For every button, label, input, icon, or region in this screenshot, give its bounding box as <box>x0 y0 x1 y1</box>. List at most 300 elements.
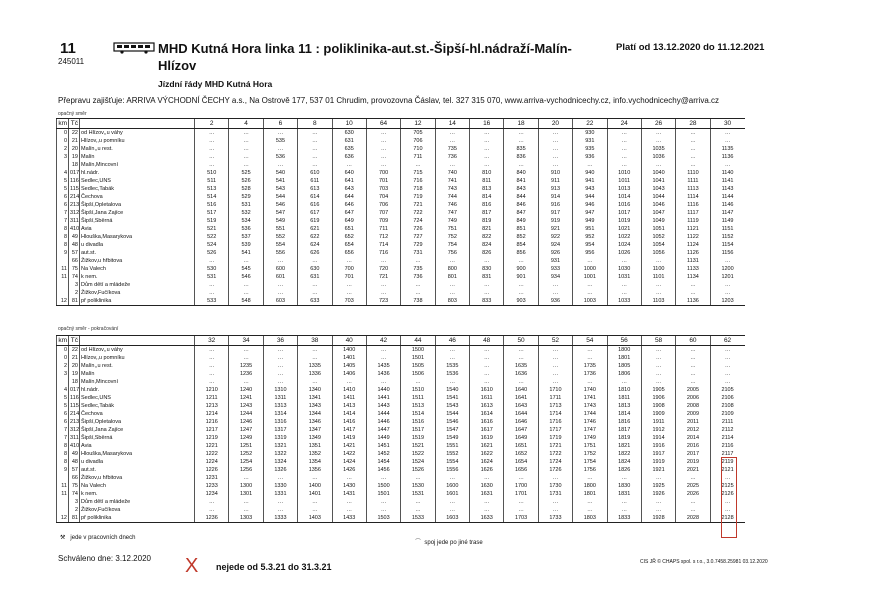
departure-time: 1740 <box>573 386 607 394</box>
trip-number: 58 <box>641 336 675 346</box>
departure-time: … <box>366 145 400 153</box>
departure-time: … <box>607 498 641 506</box>
stop-km <box>57 498 69 506</box>
table-row <box>57 426 745 434</box>
departure-time: 1751 <box>573 442 607 450</box>
departure-time: 526 <box>229 177 263 185</box>
stop-km: 0 <box>57 129 69 138</box>
stop-tc: 18 <box>69 161 80 169</box>
stop-tc: 48 <box>69 241 80 249</box>
stop-tc: 20 <box>69 362 80 370</box>
table-row <box>57 418 745 426</box>
departure-time: 910 <box>538 169 572 177</box>
departure-time: 1200 <box>710 265 744 273</box>
departure-time: 2026 <box>676 490 710 498</box>
departure-time: 1447 <box>366 426 400 434</box>
stop-name: Sedlec,Tabák <box>80 185 195 193</box>
departure-time: 800 <box>435 265 469 273</box>
departure-time: 1541 <box>435 394 469 402</box>
departure-time: 822 <box>470 233 504 241</box>
subtitle: Jízdní řády MHD Kutná Hora <box>158 79 273 89</box>
departure-time: 831 <box>470 273 504 281</box>
stop-name: Hlouška,Masarykova <box>80 450 195 458</box>
departure-time: 1340 <box>298 386 332 394</box>
departure-time: 1011 <box>607 177 641 185</box>
departure-time: 1741 <box>573 394 607 402</box>
stop-name: Malín,,u rest. <box>80 362 195 370</box>
cancel-note: nejede od 5.3.21 do 31.3.21 <box>216 562 332 572</box>
departure-time: 1344 <box>298 410 332 418</box>
departure-time: 813 <box>470 185 504 193</box>
stop-tc: 22 <box>69 129 80 138</box>
departure-time: 801 <box>435 273 469 281</box>
table-row <box>57 442 745 450</box>
departure-time: 1536 <box>435 370 469 378</box>
departure-time: 1622 <box>470 450 504 458</box>
departure-time: … <box>229 346 263 355</box>
stop-km: 2 <box>57 145 69 153</box>
departure-time: 1244 <box>229 410 263 418</box>
departure-time: 1752 <box>573 450 607 458</box>
stop-name: od Hlízov,,u váhy <box>80 129 195 138</box>
stop-km: 12 <box>57 297 69 306</box>
departure-time: 1411 <box>332 394 366 402</box>
departure-time: … <box>641 137 675 145</box>
departure-time: 1234 <box>195 490 229 498</box>
departure-time: 1349 <box>298 434 332 442</box>
departure-time: 1516 <box>401 418 435 426</box>
stop-name: Šipší,Jana Zajíce <box>80 209 195 217</box>
stop-name: př poliklinika <box>80 514 195 523</box>
departure-time: 1826 <box>607 466 641 474</box>
stop-name: Sedlec,UNS <box>80 394 195 402</box>
departure-time: … <box>263 370 297 378</box>
departure-time: 716 <box>401 177 435 185</box>
stop-km: 11 <box>57 273 69 281</box>
departure-time: … <box>195 378 229 386</box>
departure-time: 2016 <box>676 442 710 450</box>
departure-time: 2121 <box>710 466 744 474</box>
departure-time: 1144 <box>710 193 744 201</box>
departure-time: 731 <box>401 249 435 257</box>
departure-time: 1030 <box>607 265 641 273</box>
departure-time: 726 <box>401 225 435 233</box>
departure-time: 914 <box>538 193 572 201</box>
trip-number: 26 <box>641 119 675 129</box>
trip-number: 12 <box>401 119 435 129</box>
departure-time: 911 <box>538 177 572 185</box>
departure-time: 947 <box>573 209 607 217</box>
departure-time: 1247 <box>229 426 263 434</box>
trip-number: 20 <box>538 119 572 129</box>
departure-time: … <box>195 137 229 145</box>
departure-time: 1051 <box>641 225 675 233</box>
departure-time: 1511 <box>401 394 435 402</box>
departure-time: … <box>366 137 400 145</box>
departure-time: … <box>676 370 710 378</box>
departure-time: … <box>470 354 504 362</box>
departure-time: … <box>470 257 504 265</box>
departure-time: … <box>195 354 229 362</box>
departure-time: 546 <box>229 273 263 281</box>
departure-time: 1422 <box>332 450 366 458</box>
departure-time: … <box>195 506 229 514</box>
stop-tc: 48 <box>69 458 80 466</box>
departure-time: 1135 <box>710 145 744 153</box>
page-title: MHD Kutná Hora linka 11 : poliklinika-aut.st.-Šipší-hl.nádraží-Malín-Hlízov <box>158 41 572 73</box>
departure-time: … <box>573 378 607 386</box>
departure-time: 1806 <box>607 370 641 378</box>
departure-time: … <box>401 257 435 265</box>
departure-time: 1440 <box>366 386 400 394</box>
departure-time: 541 <box>263 177 297 185</box>
table-row <box>57 265 745 273</box>
stop-name: k nem. <box>80 490 195 498</box>
departure-time: 903 <box>504 297 538 306</box>
departure-time: 531 <box>229 201 263 209</box>
departure-time: … <box>676 346 710 355</box>
trip-number: 30 <box>710 119 744 129</box>
departure-time: 1414 <box>332 410 366 418</box>
stop-tc: 214 <box>70 194 80 200</box>
departure-time: … <box>538 153 572 161</box>
departure-time: 1721 <box>538 442 572 450</box>
departure-time: 1221 <box>195 442 229 450</box>
departure-time: 1356 <box>298 466 332 474</box>
departure-time: 1136 <box>676 297 710 306</box>
departure-time: … <box>435 281 469 289</box>
departure-time: 856 <box>504 249 538 257</box>
table1-direction-label: opačný směr <box>58 111 87 117</box>
stop-tc: 312 <box>70 210 80 216</box>
departure-time: … <box>538 370 572 378</box>
departure-time: 1500 <box>366 482 400 490</box>
stop-tc: 75 <box>69 265 80 273</box>
departure-time: 524 <box>195 241 229 249</box>
departure-time: 704 <box>366 193 400 201</box>
departure-time: 1354 <box>298 458 332 466</box>
departure-time: 556 <box>263 249 297 257</box>
departure-time: 1636 <box>504 370 538 378</box>
trip-number: 32 <box>195 336 229 346</box>
departure-time: 1346 <box>298 418 332 426</box>
trip-number: 4 <box>229 119 263 129</box>
departure-time: … <box>676 145 710 153</box>
departure-time: … <box>332 257 366 265</box>
departure-time: … <box>229 281 263 289</box>
stop-name: u divadla <box>80 458 195 466</box>
departure-time: … <box>435 346 469 355</box>
departure-time: 1540 <box>435 386 469 394</box>
departure-time: 1421 <box>332 442 366 450</box>
departure-time: 1928 <box>641 514 675 523</box>
departure-time: 705 <box>401 129 435 138</box>
departure-time: 646 <box>332 201 366 209</box>
departure-time: … <box>538 129 572 138</box>
departure-time: 706 <box>401 137 435 145</box>
departure-time: 814 <box>470 193 504 201</box>
departure-time: 951 <box>573 225 607 233</box>
departure-time: 943 <box>573 185 607 193</box>
departure-time: 1524 <box>401 458 435 466</box>
stop-km <box>57 257 69 265</box>
departure-time: 1021 <box>607 225 641 233</box>
departure-time: 1506 <box>401 370 435 378</box>
departure-time: 931 <box>573 137 607 145</box>
departure-time: 1749 <box>573 434 607 442</box>
departure-time: 936 <box>538 297 572 306</box>
stop-tc: 115 <box>70 403 79 409</box>
departure-time: 1443 <box>366 402 400 410</box>
departure-time: … <box>710 346 744 355</box>
departure-time: … <box>504 129 538 138</box>
departure-time: 516 <box>195 201 229 209</box>
stop-tc: 410 <box>70 226 80 232</box>
table-row <box>57 498 745 506</box>
departure-time: 1601 <box>435 490 469 498</box>
departure-time: 1236 <box>229 370 263 378</box>
departure-time: 619 <box>298 217 332 225</box>
departure-time: 1216 <box>195 418 229 426</box>
departure-time: 1010 <box>607 169 641 177</box>
departure-time: … <box>263 354 297 362</box>
table-row <box>57 281 745 289</box>
departure-time: … <box>607 153 641 161</box>
departure-time: 510 <box>195 169 229 177</box>
departure-time: 1626 <box>470 466 504 474</box>
departure-time: 1222 <box>195 450 229 458</box>
departure-time: 924 <box>538 241 572 249</box>
departure-time: 1426 <box>332 466 366 474</box>
stop-name: Malín,,u rest. <box>80 145 195 153</box>
departure-time: 551 <box>263 225 297 233</box>
departure-time: … <box>195 153 229 161</box>
table-row <box>57 153 745 161</box>
departure-time: 1213 <box>195 402 229 410</box>
trip-number: 52 <box>538 336 572 346</box>
departure-time: 1413 <box>332 402 366 410</box>
stop-tc: 017 <box>70 170 80 176</box>
departure-time: 1243 <box>229 402 263 410</box>
stop-km <box>57 506 69 514</box>
stop-tc: 115 <box>70 186 79 192</box>
departure-time: 703 <box>366 185 400 193</box>
departure-time: 1214 <box>195 410 229 418</box>
departure-time: … <box>641 354 675 362</box>
departure-time: … <box>607 378 641 386</box>
departure-time: … <box>229 161 263 169</box>
departure-time: … <box>263 362 297 370</box>
departure-time: … <box>538 506 572 514</box>
departure-time: 1231 <box>195 474 229 482</box>
departure-time: 1700 <box>504 482 538 490</box>
table-row <box>57 289 745 297</box>
departure-time: 1156 <box>710 249 744 257</box>
departure-time: 1026 <box>607 249 641 257</box>
departure-time: 1454 <box>366 458 400 466</box>
departure-time: 710 <box>401 145 435 153</box>
km-header: km <box>58 120 67 127</box>
departure-time: 751 <box>435 225 469 233</box>
stop-tc: 81 <box>69 514 80 523</box>
departure-time: 935 <box>573 145 607 153</box>
departure-time: 1235 <box>229 362 263 370</box>
departure-time: 1816 <box>607 418 641 426</box>
departure-time: 1906 <box>641 394 675 402</box>
departure-time: 1449 <box>366 434 400 442</box>
departure-time: 1219 <box>195 434 229 442</box>
stop-name: Čechova <box>80 410 195 418</box>
departure-time: … <box>573 289 607 297</box>
departure-time: 916 <box>538 201 572 209</box>
departure-time: 1921 <box>641 466 675 474</box>
departure-time: 922 <box>538 233 572 241</box>
departure-time: … <box>573 506 607 514</box>
departure-time: … <box>195 161 229 169</box>
trip-number: 42 <box>366 336 400 346</box>
departure-time: … <box>676 161 710 169</box>
table-row <box>57 362 745 370</box>
stop-tc: 74 <box>69 490 80 498</box>
departure-time: 1035 <box>641 145 675 153</box>
departure-time: … <box>607 145 641 153</box>
table-row <box>57 482 745 490</box>
departure-time: 1521 <box>401 442 435 450</box>
departure-time: 836 <box>504 153 538 161</box>
departure-time: … <box>195 145 229 153</box>
departure-time: 1914 <box>641 434 675 442</box>
stop-name: Dům dětí a mládeže <box>80 281 195 289</box>
departure-time: … <box>504 289 538 297</box>
stop-km: 8 <box>57 233 69 241</box>
departure-time: 746 <box>435 201 469 209</box>
departure-time: 2114 <box>710 434 744 442</box>
departure-time: … <box>366 129 400 138</box>
departure-time: … <box>298 289 332 297</box>
departure-time: 1912 <box>641 426 675 434</box>
departure-time: … <box>470 161 504 169</box>
departure-time: 724 <box>401 217 435 225</box>
departure-time: 1054 <box>641 241 675 249</box>
departure-time: 1233 <box>195 482 229 490</box>
stop-tc: 74 <box>69 273 80 281</box>
departure-time: 1621 <box>470 442 504 450</box>
departure-time: 1001 <box>573 273 607 281</box>
departure-time: 1730 <box>538 482 572 490</box>
departure-time: 835 <box>504 145 538 153</box>
departure-time: 1926 <box>641 490 675 498</box>
departure-time: 1341 <box>298 394 332 402</box>
departure-time: 840 <box>504 169 538 177</box>
table-row <box>57 402 745 410</box>
departure-time: 1533 <box>401 514 435 523</box>
stop-name: Malín,Mincovní <box>80 161 195 169</box>
departure-time: 2108 <box>710 402 744 410</box>
departure-time: 652 <box>332 233 366 241</box>
departure-time: 540 <box>263 169 297 177</box>
departure-time: 1044 <box>641 193 675 201</box>
departure-time: 636 <box>332 153 366 161</box>
departure-time: 1324 <box>263 458 297 466</box>
departure-time: 1756 <box>573 466 607 474</box>
departure-time: … <box>710 161 744 169</box>
departure-time: 1724 <box>538 458 572 466</box>
departure-time: 1419 <box>332 434 366 442</box>
departure-time: 707 <box>366 209 400 217</box>
stop-name: Avia <box>80 442 195 450</box>
table-row <box>57 145 745 153</box>
departure-time: 2119 <box>710 458 744 466</box>
departure-time: 1654 <box>504 458 538 466</box>
departure-time: 1300 <box>229 482 263 490</box>
departure-time: 714 <box>366 241 400 249</box>
stop-name: Sedlec,UNS <box>80 177 195 185</box>
departure-time: 1403 <box>298 514 332 523</box>
departure-time: 545 <box>229 265 263 273</box>
stop-km: 4 <box>57 386 69 394</box>
departure-time: … <box>195 346 229 355</box>
table-header-row <box>57 336 745 346</box>
departure-time: … <box>504 498 538 506</box>
departure-time: 700 <box>366 169 400 177</box>
departure-time: … <box>366 474 400 482</box>
stop-name: Čechova <box>80 193 195 201</box>
departure-time: 816 <box>470 201 504 209</box>
departure-time: 1543 <box>435 402 469 410</box>
departure-time: 1916 <box>641 442 675 450</box>
departure-time: 1016 <box>607 201 641 209</box>
departure-time: 738 <box>401 297 435 306</box>
departure-time: … <box>435 289 469 297</box>
departure-time: … <box>573 161 607 169</box>
departure-time: … <box>538 346 572 355</box>
departure-time: … <box>504 346 538 355</box>
departure-time: … <box>298 378 332 386</box>
departure-time: 1056 <box>641 249 675 257</box>
departure-time: 901 <box>504 273 538 281</box>
departure-time: 1640 <box>504 386 538 394</box>
departure-time: … <box>573 257 607 265</box>
departure-time: 1517 <box>401 426 435 434</box>
departure-time: 917 <box>538 209 572 217</box>
departure-time: … <box>504 161 538 169</box>
departure-time: 1433 <box>332 514 366 523</box>
departure-time: 541 <box>229 249 263 257</box>
departure-time: … <box>298 354 332 362</box>
departure-time: 921 <box>538 225 572 233</box>
departure-time: 833 <box>470 297 504 306</box>
departure-time: … <box>676 498 710 506</box>
departure-time: 846 <box>504 201 538 209</box>
stop-tc: 3 <box>69 498 80 506</box>
departure-time: … <box>504 474 538 482</box>
departure-time: … <box>366 153 400 161</box>
departure-time: … <box>607 137 641 145</box>
departure-time: 521 <box>195 225 229 233</box>
trip-number: 38 <box>298 336 332 346</box>
departure-time: 852 <box>504 233 538 241</box>
departure-time: … <box>263 498 297 506</box>
departure-time: 703 <box>332 297 366 306</box>
departure-time: 656 <box>332 249 366 257</box>
departure-time: 2005 <box>676 386 710 394</box>
departure-time: 1000 <box>573 265 607 273</box>
departure-time: … <box>332 281 366 289</box>
departure-time: 1531 <box>401 490 435 498</box>
table-row <box>57 466 745 474</box>
departure-time: 926 <box>538 249 572 257</box>
departure-time: 1040 <box>641 169 675 177</box>
